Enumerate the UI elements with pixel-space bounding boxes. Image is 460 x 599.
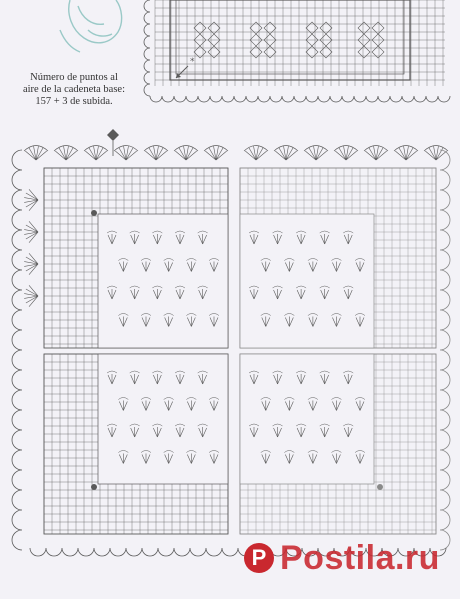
- stitch-count-line-2: aire de la cadeneta base:: [22, 84, 126, 95]
- left-scallop-edge: [12, 150, 22, 550]
- top-fan-edge: [84, 146, 108, 161]
- top-fan-edge-light: [274, 146, 298, 161]
- postila-logo-icon: P: [244, 543, 274, 573]
- top-left-scallop-edge: [144, 0, 150, 96]
- top-fan-edge-light: [244, 146, 268, 161]
- left-fan-motif: [24, 221, 38, 242]
- tulip-field: [240, 354, 374, 484]
- motif-square-top-right: [240, 168, 436, 348]
- top-fan-edge: [114, 146, 138, 161]
- postila-watermark: [244, 528, 458, 588]
- top-fan-edge: [144, 146, 168, 161]
- left-fan-motif: [24, 189, 38, 210]
- top-fan-edge: [204, 146, 228, 161]
- top-fan-edge-light: [364, 146, 388, 161]
- top-fan-edge-light: [394, 146, 418, 161]
- motif-square-bottom-right: [240, 354, 436, 534]
- top-fan-edge-light: [424, 146, 448, 161]
- left-fan-motif: [24, 285, 38, 306]
- start-diamond-icon: [107, 129, 119, 141]
- top-filet-grid: [155, 0, 445, 86]
- top-chart-panel: [144, 0, 450, 102]
- corner-end-dot-light: [377, 484, 383, 490]
- motif-square-bottom-left: [44, 354, 228, 534]
- motif-square-top-left: [44, 168, 228, 348]
- stitch-count-line-1: Número de puntos al: [30, 72, 118, 83]
- top-fan-edge: [174, 146, 198, 161]
- tulip-field: [240, 214, 374, 348]
- corner-end-dot: [91, 484, 97, 490]
- top-fan-edge: [54, 146, 78, 161]
- left-fan-motif: [24, 253, 38, 274]
- right-scallop-edge: [440, 150, 450, 550]
- postila-logo-text: Postila.ru: [280, 538, 440, 577]
- top-inner-border-2: [176, 0, 404, 74]
- corner-start-dot: [91, 210, 97, 216]
- tulip-field: [98, 214, 228, 348]
- side-edging: [12, 146, 450, 557]
- sketch-illustration: [60, 0, 122, 52]
- top-fan-edge-light: [304, 146, 328, 161]
- tulip-field: [98, 354, 228, 484]
- top-scallop-edge: [150, 96, 450, 102]
- top-fan-edge-light: [334, 146, 358, 161]
- start-asterisk: *: [190, 57, 195, 67]
- stitch-count-line-3: 157 + 3 de subida.: [35, 96, 113, 107]
- stitch-count-note: [14, 72, 134, 108]
- top-fan-edge: [24, 146, 48, 161]
